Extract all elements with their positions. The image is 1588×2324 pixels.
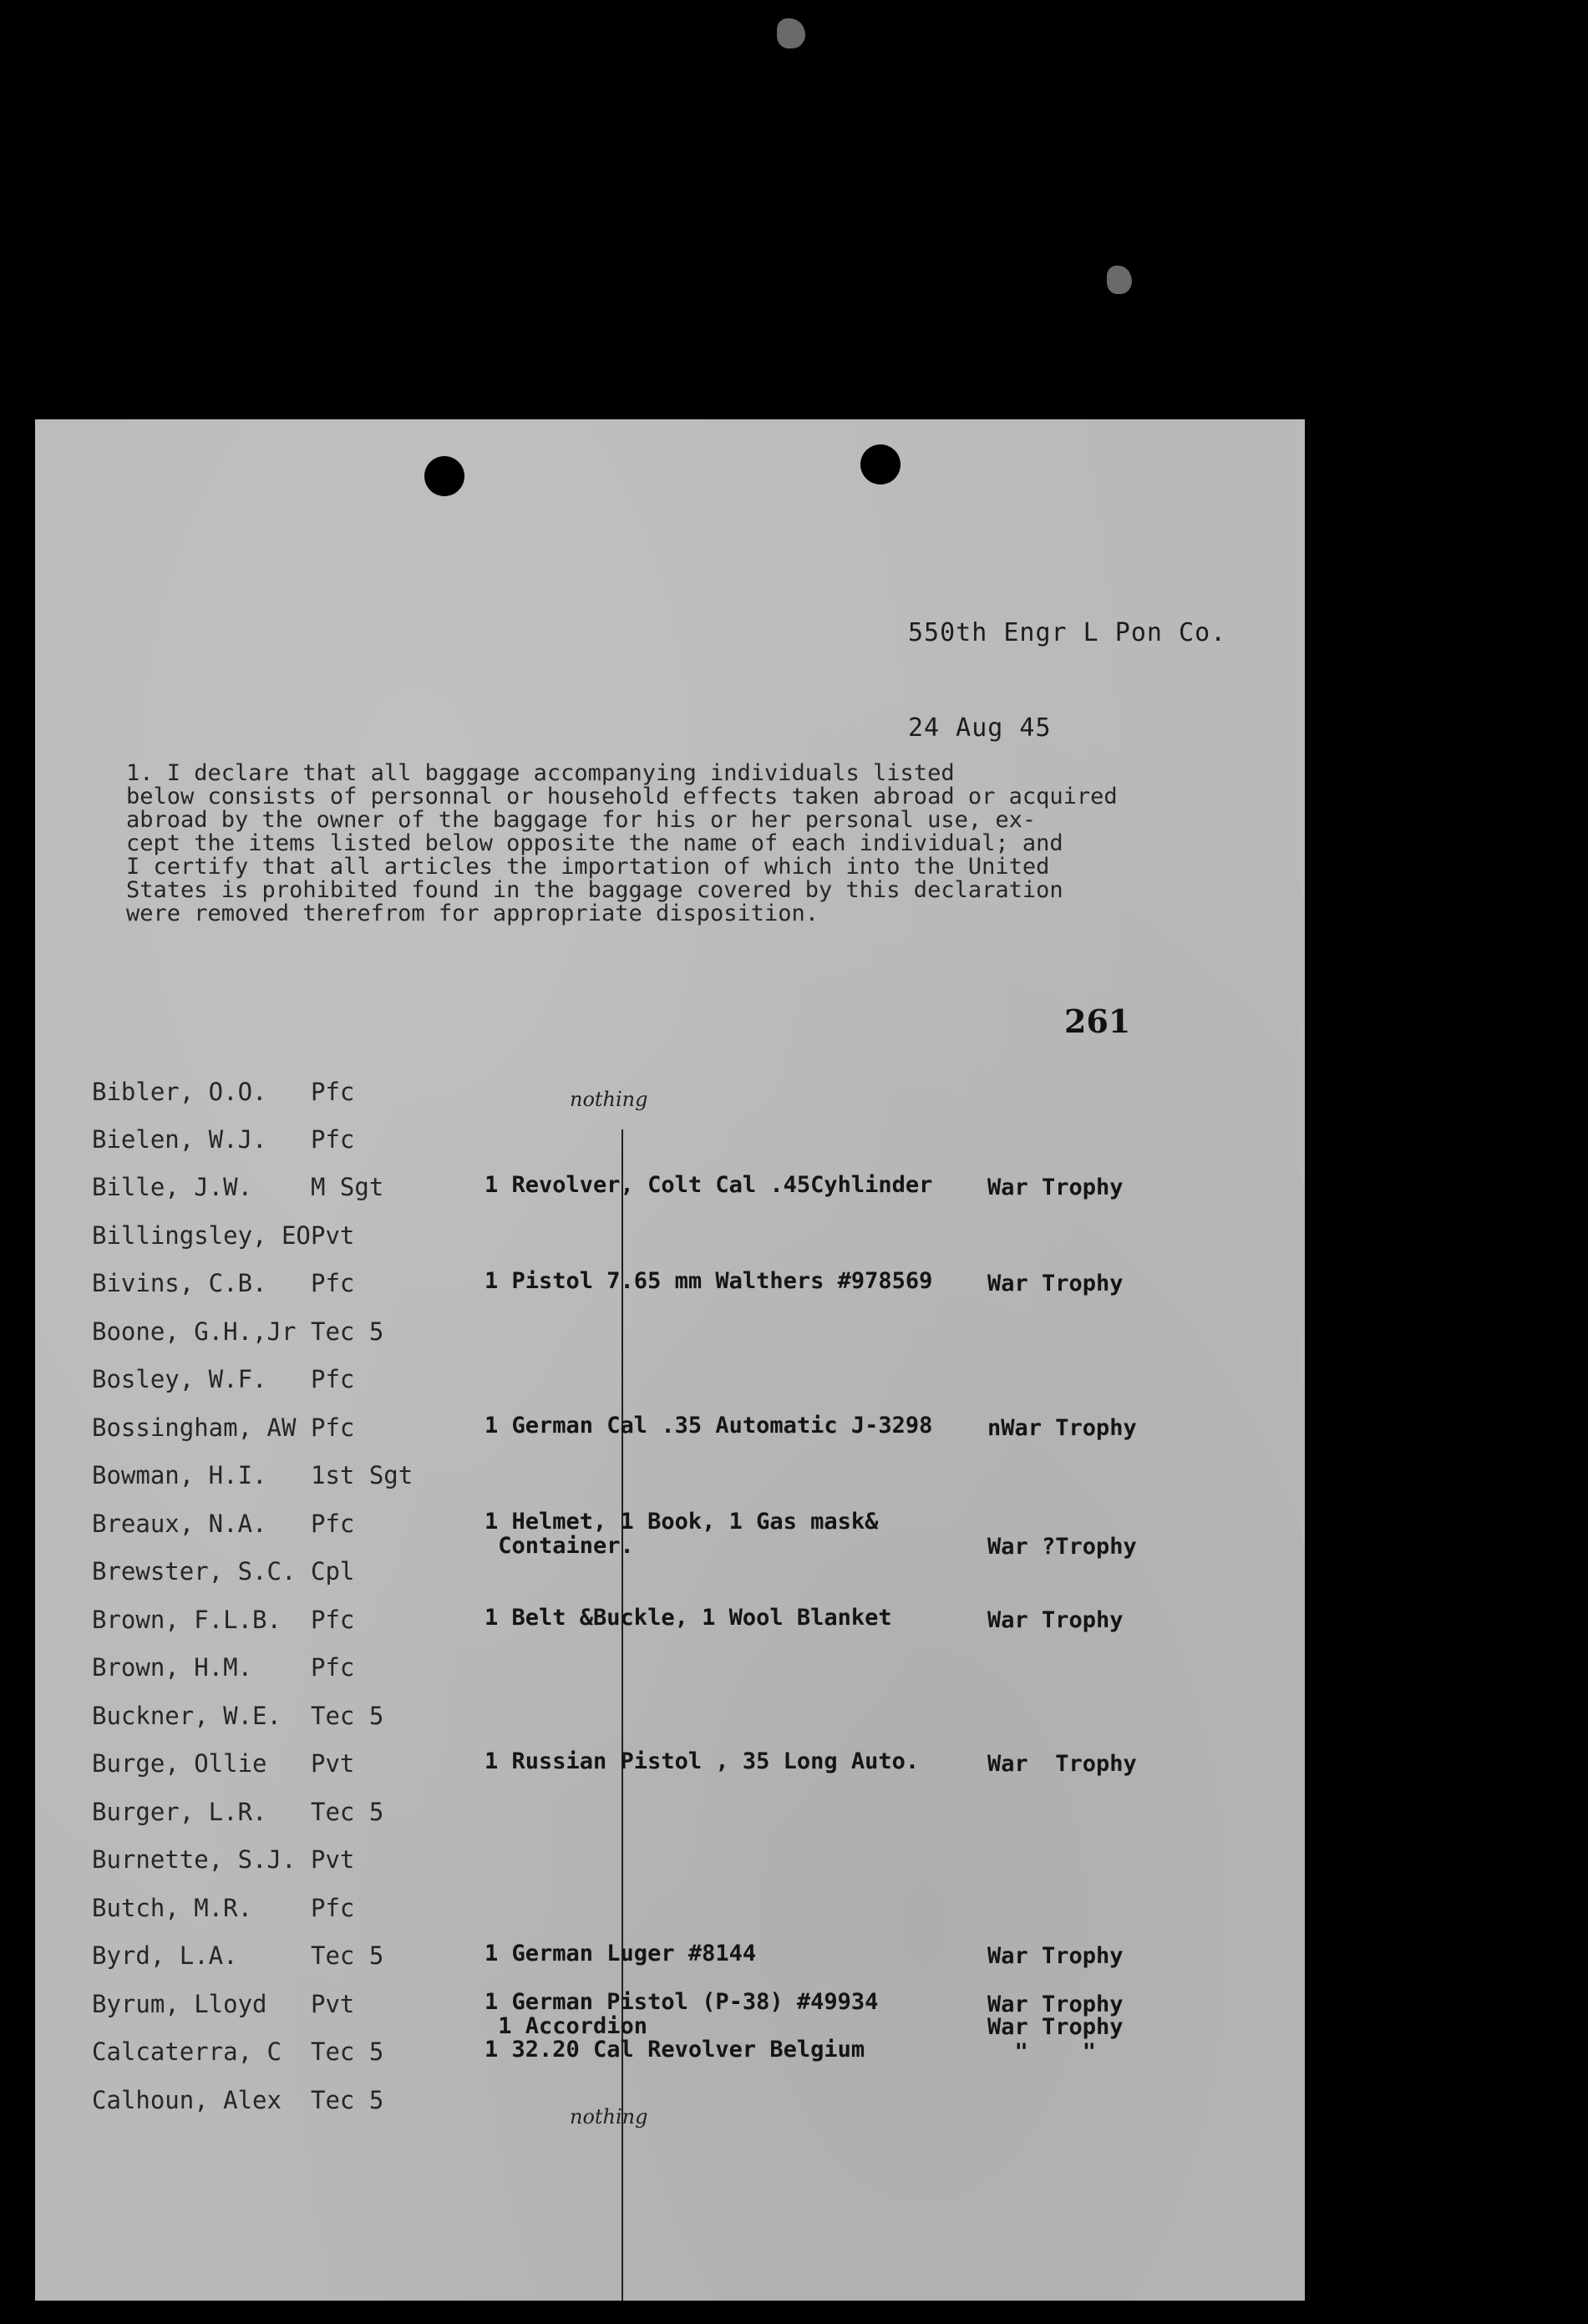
item-disposition: War Trophy bbox=[987, 1271, 1124, 1296]
document-date: 24 Aug 45 bbox=[908, 713, 1052, 743]
person-name: Brown, F.L.B. bbox=[92, 1606, 282, 1634]
person-rank: M Sgt bbox=[311, 1173, 384, 1201]
table-row bbox=[35, 1941, 1305, 1985]
person-name: Bibler, O.O. bbox=[92, 1078, 267, 1106]
table-row bbox=[35, 1606, 1305, 1649]
person-rank: Pvt bbox=[311, 1221, 355, 1250]
item-disposition: War Trophy bbox=[987, 1607, 1124, 1633]
person-rank: Pvt bbox=[311, 1845, 355, 1874]
declared-items: 1 32.20 Cal Revolver Belgium bbox=[485, 2037, 865, 2063]
person-name: Boone, G.H.,Jr bbox=[92, 1317, 297, 1346]
person-rank: Tec 5 bbox=[311, 1798, 384, 1826]
person-rank: Pfc bbox=[311, 1125, 355, 1154]
table-row bbox=[35, 1269, 1305, 1312]
table-row bbox=[35, 1413, 1305, 1457]
person-rank: Tec 5 bbox=[311, 2037, 384, 2066]
item-disposition: War Trophy bbox=[987, 1175, 1124, 1200]
scan-speck bbox=[1107, 266, 1132, 294]
person-rank: Tec 5 bbox=[311, 2086, 384, 2114]
table-row bbox=[35, 1173, 1305, 1216]
declared-items: 1 Revolver, Colt Cal .45Cyhlinder bbox=[485, 1172, 933, 1198]
table-row bbox=[35, 1749, 1305, 1793]
table-row bbox=[35, 1221, 1305, 1265]
table-row bbox=[35, 1653, 1305, 1697]
person-rank: Pfc bbox=[311, 1606, 355, 1634]
person-name: Brown, H.M. bbox=[92, 1653, 253, 1682]
person-name: Brewster, S.C. bbox=[92, 1557, 297, 1586]
table-row bbox=[35, 1317, 1305, 1361]
person-name: Byrd, L.A. bbox=[92, 1941, 238, 1970]
declared-items: 1 Russian Pistol , 35 Long Auto. bbox=[485, 1748, 920, 1774]
person-rank: Pfc bbox=[311, 1269, 355, 1297]
person-rank: Pfc bbox=[311, 1510, 355, 1538]
person-name: Burger, L.R. bbox=[92, 1798, 267, 1826]
person-name: Buckner, W.E. bbox=[92, 1702, 282, 1730]
person-rank: Pvt bbox=[311, 1749, 355, 1778]
declaration-paragraph: 1. I declare that all baggage accompanying individuals listed below consists of personnal or household effects taken abroad or acquired abroad by the owner of the baggage for his or her personal use, ex- cept the items listed below opposite the name of each individual; and I certify that all articles the importation of which into the United States is prohibited found in the baggage covered by this declaration were removed therefrom for appropriate disposition. bbox=[126, 760, 1118, 926]
person-name: Calcaterra, C bbox=[92, 2037, 282, 2066]
table-row bbox=[35, 1894, 1305, 1937]
person-name: Burnette, S.J. bbox=[92, 1845, 297, 1874]
person-name: Breaux, N.A. bbox=[92, 1510, 267, 1538]
scan-speck bbox=[777, 18, 805, 48]
declared-items: 1 Belt &Buckle, 1 Wool Blanket bbox=[485, 1605, 892, 1631]
table-row bbox=[35, 1702, 1305, 1745]
person-name: Billingsley, EO bbox=[92, 1221, 311, 1250]
item-disposition: War Trophy bbox=[987, 1751, 1137, 1777]
document-page bbox=[35, 419, 1305, 2301]
table-row bbox=[35, 1078, 1305, 1121]
item-disposition: War Trophy War Trophy bbox=[987, 1992, 1124, 2040]
person-name: Bivins, C.B. bbox=[92, 1269, 267, 1297]
handwritten-note-top: nothing bbox=[570, 1088, 648, 1111]
person-rank: Tec 5 bbox=[311, 1317, 384, 1346]
declared-items: 1 German Pistol (P-38) #49934 1 Accordion bbox=[485, 1989, 879, 2039]
person-rank: Tec 5 bbox=[311, 1941, 384, 1970]
declared-items: 1 German Luger #8144 bbox=[485, 1941, 757, 1966]
person-name: Bossingham, AW bbox=[92, 1413, 297, 1442]
person-name: Bowman, H.I. bbox=[92, 1461, 267, 1489]
person-rank: Pfc bbox=[311, 1894, 355, 1922]
person-rank: Pfc bbox=[311, 1078, 355, 1106]
item-disposition: War ?Trophy bbox=[987, 1534, 1137, 1560]
table-row bbox=[35, 2086, 1305, 2129]
person-name: Calhoun, Alex bbox=[92, 2086, 282, 2114]
handwritten-note-bottom: nothing bbox=[570, 2105, 648, 2129]
person-rank: Pfc bbox=[311, 1365, 355, 1393]
declared-items: 1 Helmet, 1 Book, 1 Gas mask& Container. bbox=[485, 1509, 879, 1559]
table-row bbox=[35, 1365, 1305, 1408]
person-name: Bielen, W.J. bbox=[92, 1125, 267, 1154]
declared-items: 1 German Cal .35 Automatic J-3298 bbox=[485, 1413, 933, 1439]
item-disposition: War Trophy bbox=[987, 1943, 1124, 1969]
person-name: Bille, J.W. bbox=[92, 1173, 253, 1201]
person-name: Byrum, Lloyd bbox=[92, 1990, 267, 2018]
punch-hole-right bbox=[860, 444, 901, 485]
person-name: Butch, M.R. bbox=[92, 1894, 253, 1922]
person-rank: Tec 5 bbox=[311, 1702, 384, 1730]
table-row bbox=[35, 1557, 1305, 1601]
item-disposition: nWar Trophy bbox=[987, 1415, 1137, 1441]
table-row bbox=[35, 1125, 1305, 1169]
person-rank: Pfc bbox=[311, 1653, 355, 1682]
punch-hole-left bbox=[424, 456, 464, 496]
page-number: 261 bbox=[1064, 1002, 1131, 1040]
table-row bbox=[35, 2037, 1305, 2081]
declared-items: 1 Pistol 7.65 mm Walthers #978569 bbox=[485, 1268, 933, 1294]
person-rank: Pfc bbox=[311, 1413, 355, 1442]
person-name: Bosley, W.F. bbox=[92, 1365, 267, 1393]
item-disposition: " " bbox=[987, 2039, 1097, 2065]
table-row bbox=[35, 1845, 1305, 1889]
table-row bbox=[35, 1509, 1305, 1560]
table-row bbox=[35, 1798, 1305, 1841]
unit-heading: 550th Engr L Pon Co. bbox=[908, 618, 1227, 647]
table-row bbox=[35, 1461, 1305, 1505]
person-rank: Pvt bbox=[311, 1990, 355, 2018]
table-row bbox=[35, 1989, 1305, 2040]
person-rank: 1st Sgt bbox=[311, 1461, 413, 1489]
person-rank: Cpl bbox=[311, 1557, 355, 1586]
person-name: Burge, Ollie bbox=[92, 1749, 267, 1778]
